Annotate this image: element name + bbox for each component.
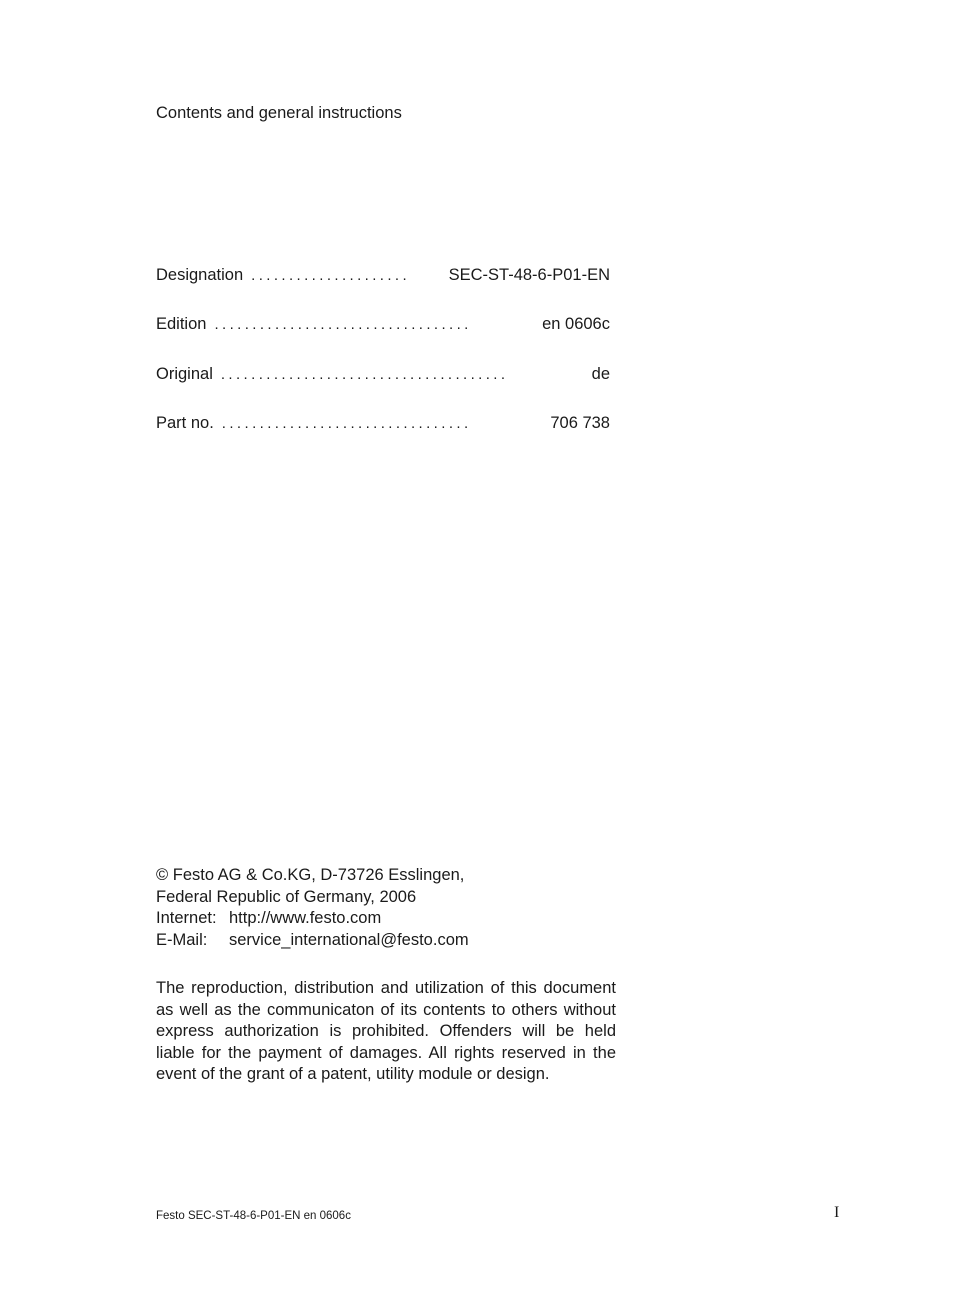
- country-line: Federal Republic of Germany, 2006: [156, 887, 417, 906]
- original-label: Original: [156, 365, 213, 383]
- internet-label: Internet:: [156, 909, 217, 927]
- email-label: E-Mail:: [156, 930, 208, 949]
- designation-row: [156, 264, 610, 287]
- designation-value: SEC-ST-48-6-P01-EN: [448, 266, 610, 284]
- leader-dots: ......................................: [220, 366, 509, 383]
- page-title: Contents and general instructions: [156, 104, 402, 122]
- internet-link[interactable]: http://www.festo.com: [229, 909, 382, 927]
- internet-line: [156, 908, 469, 930]
- leader-dots: ..................................: [214, 316, 472, 333]
- part-no-row: [156, 412, 610, 435]
- email-link[interactable]: service_international@festo.com: [229, 930, 469, 949]
- footer-text: Festo SEC-ST-48-6-P01-EN en 0606c: [156, 1210, 351, 1222]
- email-line: [156, 930, 469, 952]
- page-number: I: [834, 1204, 840, 1221]
- legal-notice: The reproduction, distribution and utilization of this document as well as the communicaton of its contents to others without express authorization is prohibited. Offenders will be held liable for the payment of damages. All rights reserved in the event of the grant of a patent, utility module or design.: [156, 979, 616, 1083]
- contact-block: [156, 865, 469, 951]
- leader-dots: .....................: [251, 267, 411, 284]
- edition-row: [156, 313, 610, 336]
- original-row: [156, 363, 610, 386]
- part-no-value: 706 738: [550, 414, 610, 432]
- leader-dots: .................................: [221, 415, 472, 432]
- copyright-line: © Festo AG & Co.KG, D-73726 Esslingen,: [156, 866, 465, 884]
- original-value: de: [591, 365, 610, 383]
- part-no-label: Part no.: [156, 414, 214, 432]
- edition-label: Edition: [156, 315, 207, 333]
- designation-label: Designation: [156, 266, 244, 284]
- edition-value: en 0606c: [542, 315, 610, 333]
